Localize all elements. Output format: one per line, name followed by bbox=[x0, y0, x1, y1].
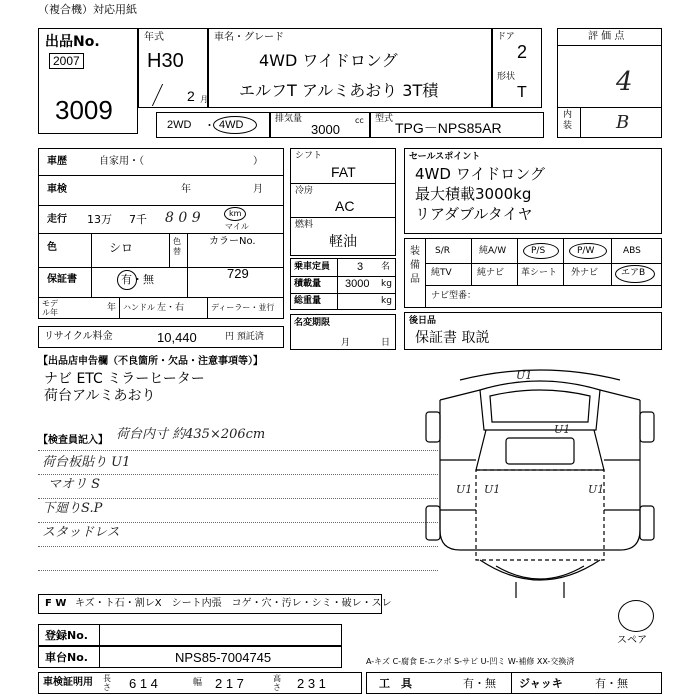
shift-value: FAT bbox=[331, 164, 356, 180]
sales-point-line: 最大積載3000kg bbox=[415, 185, 532, 203]
equip-leather: 革シート bbox=[521, 268, 558, 278]
year-box bbox=[138, 28, 208, 108]
model-year-row bbox=[38, 297, 284, 319]
recycle-row bbox=[38, 326, 284, 348]
width-label: 幅 bbox=[193, 678, 203, 688]
warranty-label: 保証書 bbox=[47, 274, 77, 285]
name-line1: 4WD ワイドロング bbox=[259, 51, 398, 70]
inspector-label: 【検査員記入】 bbox=[38, 435, 108, 446]
damage-mark: U1 bbox=[484, 483, 501, 496]
inspection-month: 月 bbox=[253, 184, 263, 195]
exhibitor-line: 荷台アルミあおり bbox=[44, 388, 156, 404]
height-label: 高さ bbox=[273, 674, 281, 692]
name-label: 車名・グレード bbox=[214, 32, 284, 43]
aircon-label: 冷房 bbox=[295, 186, 314, 196]
displacement-label: 排気量 bbox=[275, 114, 303, 124]
score-label: 評 価 点 bbox=[588, 31, 625, 42]
inspection-label: 車検 bbox=[47, 184, 67, 195]
year-month-unit: 月 bbox=[200, 95, 208, 104]
name-change-day: 日 bbox=[381, 338, 391, 348]
equip-tv: 純TV bbox=[431, 268, 452, 278]
equipment-label: 装備品 bbox=[410, 246, 420, 285]
equip-abs: ABS bbox=[623, 246, 641, 256]
inspector-note: 荷台内寸 約435×206cm bbox=[116, 427, 266, 442]
cert-label: 車検証明用 bbox=[43, 677, 93, 688]
chassis-row bbox=[38, 646, 342, 668]
width-value: 2 1 7 bbox=[215, 676, 244, 691]
capacity-value: 3 bbox=[357, 261, 364, 273]
door-box bbox=[492, 28, 542, 108]
damage-mark: U1 bbox=[516, 369, 533, 382]
damage-mark: U1 bbox=[456, 483, 473, 496]
handle-label: ハンドル bbox=[123, 303, 155, 312]
tools-options: 有・無 bbox=[463, 677, 496, 690]
sales-point-line: 4WD ワイドロング bbox=[415, 165, 545, 183]
jack-label: ジャッキ bbox=[519, 677, 563, 690]
load-label: 積載量 bbox=[294, 279, 322, 289]
aircon-value: AC bbox=[335, 198, 355, 214]
fw-row bbox=[38, 594, 392, 614]
equip-ext-navi: 外ナビ bbox=[571, 268, 599, 278]
drive-2wd: 2WD bbox=[167, 119, 192, 131]
info-table bbox=[38, 148, 284, 298]
inspection-year: 年 bbox=[181, 184, 191, 195]
sales-points-label: セールスポイント bbox=[409, 152, 481, 162]
navi-model-label: ナビ型番： bbox=[431, 291, 477, 301]
fw-legend: キズ・ト石・割レX シート内張 コゲ・穴・汚レ・シミ・破レ・スレ bbox=[75, 598, 392, 609]
tools-label: 工 具 bbox=[379, 677, 412, 690]
door-label: ドア bbox=[497, 32, 515, 42]
interior-label: 内装 bbox=[563, 110, 573, 131]
spare-tire-icon bbox=[618, 600, 654, 632]
chassis-value: NPS85-7004745 bbox=[175, 650, 272, 665]
name-change-month: 月 bbox=[341, 338, 351, 348]
name-change-label: 名変期限 bbox=[294, 318, 331, 328]
inspector-note: 下廻りS.P bbox=[42, 501, 103, 516]
gross-unit: kg bbox=[381, 296, 392, 306]
color-code: 729 bbox=[227, 266, 249, 281]
recycle-value: 10,440 bbox=[157, 330, 197, 345]
history-value: 自家用・（ bbox=[99, 156, 144, 167]
fw-label: F W bbox=[45, 598, 67, 609]
equip-sr: S/R bbox=[435, 246, 450, 256]
post-items-value: 保証書 取説 bbox=[415, 330, 490, 346]
model-year-label: モデル年 bbox=[42, 299, 58, 317]
mileage-mile: マイル bbox=[225, 222, 249, 231]
dealer-label: ディーラー・並行 bbox=[211, 303, 275, 312]
gross-label: 総重量 bbox=[294, 296, 322, 306]
displacement-box bbox=[270, 112, 370, 138]
interior-value: B bbox=[616, 112, 630, 133]
equip-navi: 純ナビ bbox=[477, 268, 505, 278]
inspector-note: マオリ S bbox=[48, 477, 101, 492]
equip-ps: P/S bbox=[531, 246, 546, 256]
capacity-unit: 名 bbox=[381, 262, 391, 272]
sales-point-line: リアダブルタイヤ bbox=[415, 205, 533, 223]
fuel-value: 軽油 bbox=[329, 234, 357, 250]
name-box bbox=[208, 28, 492, 108]
shape-label: 形状 bbox=[497, 72, 516, 82]
year-value: H30 bbox=[147, 50, 184, 72]
inspector-note: 荷台板貼り U1 bbox=[42, 455, 131, 470]
color-value: シロ bbox=[109, 241, 134, 255]
post-items-box bbox=[404, 312, 662, 350]
post-items-label: 後日品 bbox=[409, 316, 437, 326]
displacement-unit: cc bbox=[355, 116, 364, 125]
shift-label: シフト bbox=[295, 151, 323, 161]
capacity-box bbox=[290, 258, 396, 310]
inspector-note: スタッドレス bbox=[42, 525, 120, 540]
name-change-box bbox=[290, 314, 396, 350]
load-value: 3000 bbox=[345, 278, 370, 290]
drive-4wd: 4WD bbox=[219, 119, 244, 131]
displacement-value: 3000 bbox=[311, 122, 340, 137]
equip-airbag: エアB bbox=[621, 268, 646, 278]
jack-options: 有・無 bbox=[595, 677, 628, 690]
equip-pw: P/W bbox=[577, 246, 595, 256]
length-label: 長さ bbox=[103, 674, 111, 692]
equip-aw: 純A/W bbox=[479, 246, 507, 256]
year-month: 2 bbox=[187, 88, 195, 104]
color-code-label: カラーNo. bbox=[209, 236, 256, 247]
damage-mark: U1 bbox=[588, 483, 605, 496]
mileage-label: 走行 bbox=[47, 214, 67, 225]
sales-points-box bbox=[404, 148, 662, 234]
cert-row bbox=[38, 672, 362, 694]
recycle-unit: 円 預託済 bbox=[225, 332, 264, 342]
lot-number: 3009 bbox=[55, 95, 113, 125]
lot-box bbox=[38, 28, 138, 134]
capacity-label: 乗車定員 bbox=[294, 262, 331, 272]
mileage-hand: 8 0 9 bbox=[165, 210, 201, 226]
lot-label: 出品No. bbox=[45, 34, 100, 50]
registration-row bbox=[38, 624, 342, 646]
name-line2: エルフT アルミあおり 3T積 bbox=[239, 81, 439, 100]
registration-label: 登録No. bbox=[45, 629, 88, 642]
door-value: 2 bbox=[517, 42, 528, 62]
history-label: 車歴 bbox=[47, 156, 67, 167]
year-label: 年式 bbox=[144, 32, 164, 43]
model-value: TPG－NPS85AR bbox=[395, 120, 502, 136]
exhibitor-label: 【出品店申告欄（不良箇所・欠品・注意事項等）】 bbox=[38, 356, 263, 367]
mileage-man: 13万 bbox=[87, 213, 112, 226]
chassis-label: 車台No. bbox=[45, 651, 88, 664]
spec-box bbox=[290, 148, 396, 256]
handle-options: 左・右 bbox=[157, 303, 185, 313]
equipment-box bbox=[404, 238, 662, 308]
history-close: ） bbox=[253, 156, 263, 167]
header-note: （複合機）対応用紙 bbox=[38, 3, 137, 16]
spare-label: スペア bbox=[617, 635, 647, 646]
exhibitor-line: ナビ ETC ミラーヒーター bbox=[44, 371, 205, 387]
damage-legend: A-キズ C-腐食 E-エクボ S-サビ U-凹ミ W-補修 XX-交換済 bbox=[366, 657, 575, 666]
damage-mark: U1 bbox=[554, 423, 571, 436]
model-label: 型式 bbox=[375, 114, 394, 124]
color-change-label: 色替 bbox=[173, 237, 181, 256]
model-box bbox=[370, 112, 544, 138]
score-box bbox=[557, 28, 662, 138]
warranty-options: 有・無 bbox=[121, 273, 154, 286]
model-year-unit: 年 bbox=[107, 303, 117, 313]
height-value: 2 3 1 bbox=[297, 676, 326, 691]
score-value: 4 bbox=[616, 67, 633, 97]
color-label: 色 bbox=[47, 242, 57, 253]
mileage-sen: 7千 bbox=[129, 213, 147, 226]
mileage-km: km bbox=[229, 209, 242, 218]
lot-stamp: 2007 bbox=[49, 53, 84, 69]
recycle-label: リサイクル料金 bbox=[44, 331, 113, 342]
length-value: 6 1 4 bbox=[129, 676, 158, 691]
tools-row bbox=[366, 672, 662, 694]
load-unit: kg bbox=[381, 279, 392, 289]
drive-box: 2WD ・ 4WD bbox=[156, 112, 270, 138]
fuel-label: 燃料 bbox=[295, 220, 314, 230]
shape-value: T bbox=[517, 84, 527, 101]
